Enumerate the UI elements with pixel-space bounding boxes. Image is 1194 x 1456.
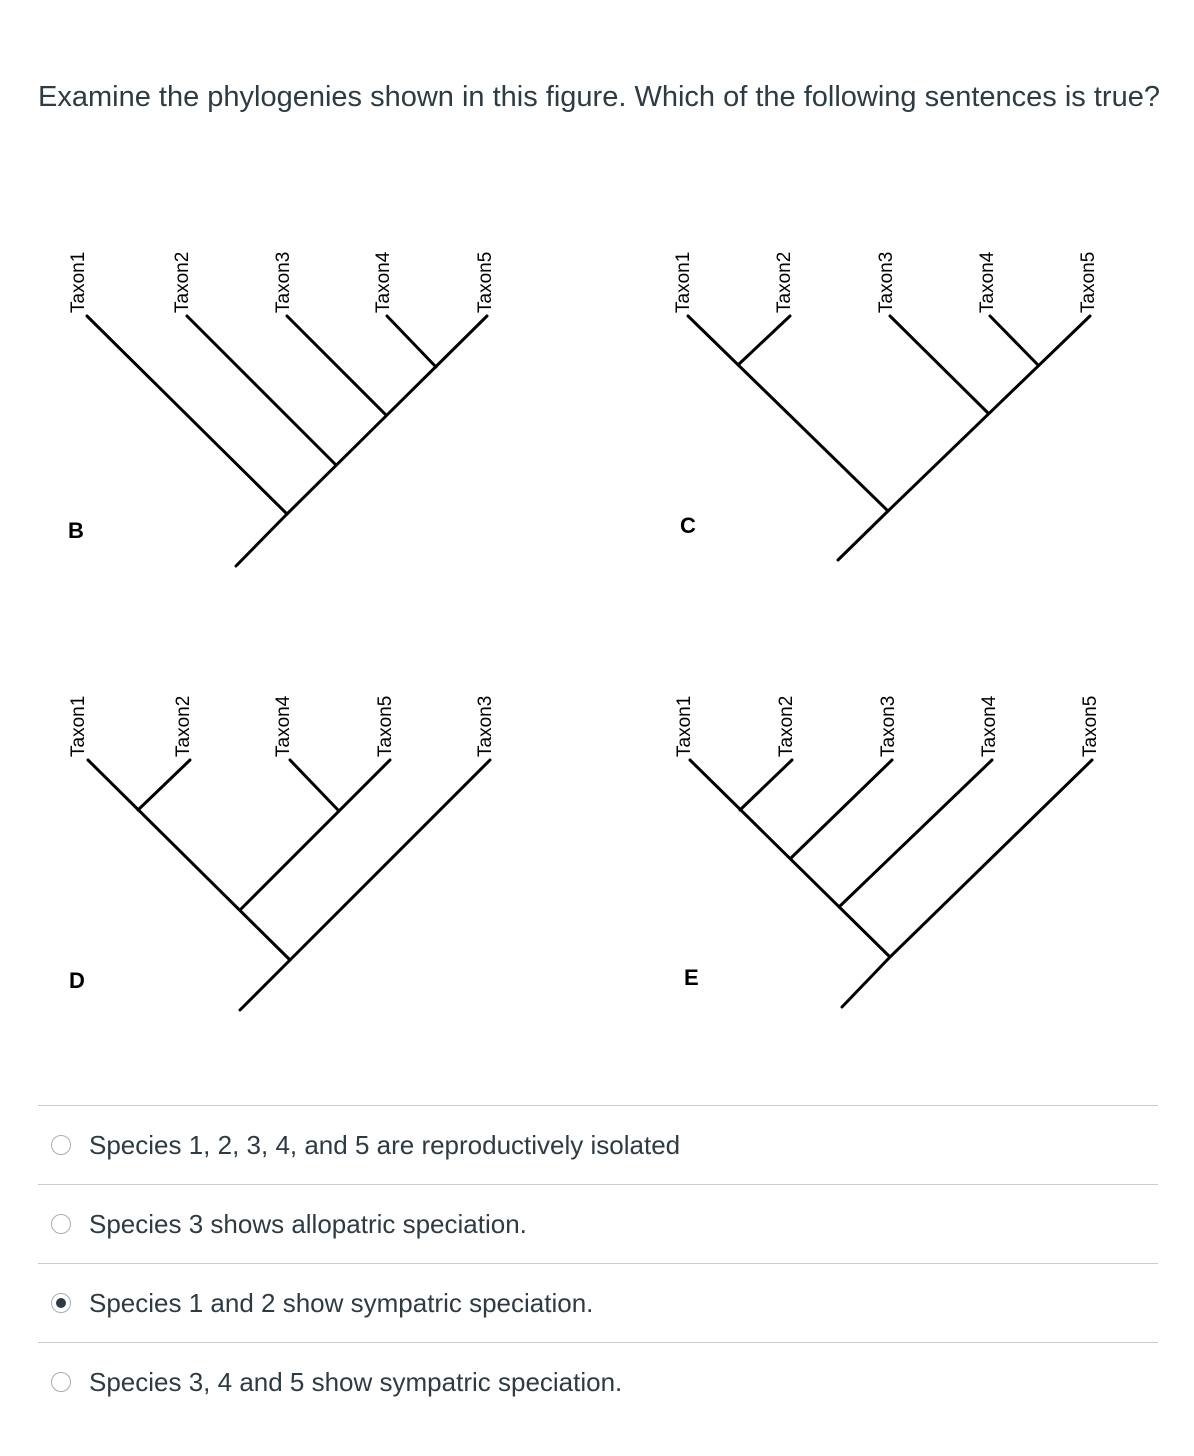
- tree-e-branch-taxon-2: [740, 760, 792, 810]
- tree-e-taxon-5: Taxon5: [1080, 695, 1101, 757]
- answer-option-1[interactable]: [38, 1105, 1158, 1184]
- tree-e-taxon-3: Taxon3: [878, 695, 899, 757]
- tree-b-root: [236, 514, 287, 566]
- tree-c-label: C: [680, 513, 696, 538]
- radio-button[interactable]: [51, 1214, 71, 1234]
- tree-c-taxon-5: Taxon5: [1078, 251, 1099, 313]
- tree-c-taxon-2: Taxon2: [774, 251, 795, 313]
- phylogeny-trees-svg: [0, 195, 1194, 1065]
- tree-c: [673, 251, 1099, 560]
- tree-c-taxon-1: Taxon1: [673, 251, 694, 313]
- tree-c-branch-taxon-1: [688, 316, 888, 511]
- tree-d-taxon-5: Taxon3: [475, 695, 496, 757]
- tree-e-branch-taxon-5: [890, 760, 1092, 957]
- answer-option-2[interactable]: [38, 1184, 1158, 1263]
- tree-e-branch-taxon-3: [791, 760, 892, 858]
- tree-b-branch-taxon-1: [87, 316, 287, 514]
- tree-b-label: B: [68, 518, 84, 543]
- tree-d-branch-taxon-4: [290, 760, 338, 810]
- radio-button[interactable]: [51, 1135, 71, 1155]
- tree-e-root: [842, 957, 890, 1007]
- question-text: Examine the phylogenies shown in this figure. Which of the following sentences is true?: [38, 81, 1160, 113]
- tree-c-root: [838, 511, 888, 560]
- tree-b-branch-taxon-4: [387, 316, 436, 367]
- answer-label: Species 3, 4 and 5 show sympatric speciation.: [89, 1366, 623, 1397]
- tree-c-branch-taxon-4: [990, 316, 1038, 365]
- tree-b-taxon-2: Taxon2: [172, 251, 193, 313]
- tree-d-taxon-4: Taxon5: [375, 695, 396, 757]
- tree-b-taxon-5: Taxon5: [475, 251, 496, 313]
- tree-d-branch-taxon-5: [240, 760, 390, 910]
- tree-c-branch-taxon-2: [738, 316, 790, 365]
- tree-d-taxon-2: Taxon2: [173, 695, 194, 757]
- answer-label: Species 3 shows allopatric speciation.: [89, 1208, 527, 1239]
- tree-e-label: E: [684, 965, 699, 990]
- tree-d-label: D: [69, 968, 85, 993]
- tree-d-branch-taxon-1: [88, 760, 290, 960]
- tree-d: [68, 695, 496, 1010]
- tree-d-taxon-3: Taxon4: [273, 695, 294, 757]
- tree-c-branch-taxon-3: [890, 316, 988, 413]
- answer-label: Species 1 and 2 show sympatric speciation.: [89, 1287, 594, 1318]
- tree-b-taxon-3: Taxon3: [273, 251, 294, 313]
- answer-option-3[interactable]: [38, 1263, 1158, 1342]
- answer-list: [38, 1105, 1158, 1421]
- radio-button[interactable]: [51, 1372, 71, 1392]
- answer-label: Species 1, 2, 3, 4, and 5 are reproductively isolated: [89, 1129, 681, 1160]
- tree-c-taxon-4: Taxon4: [977, 251, 998, 313]
- tree-b: [68, 251, 496, 566]
- tree-b-branch-taxon-3: [287, 316, 386, 415]
- tree-d-root: [240, 960, 290, 1010]
- tree-e-taxon-4: Taxon4: [979, 695, 1000, 757]
- tree-b-taxon-1: Taxon1: [68, 251, 89, 313]
- answer-option-4[interactable]: [38, 1342, 1158, 1421]
- tree-e-taxon-2: Taxon2: [776, 695, 797, 757]
- radio-button[interactable]: [51, 1293, 71, 1313]
- tree-c-taxon-3: Taxon3: [876, 251, 897, 313]
- tree-b-branch-taxon-2: [187, 316, 336, 465]
- radio-dot-icon: [56, 1298, 66, 1308]
- tree-e-taxon-1: Taxon1: [674, 695, 695, 757]
- tree-d-taxon-1: Taxon1: [68, 695, 89, 757]
- tree-e-branch-taxon-4: [840, 760, 992, 906]
- tree-e: [674, 695, 1101, 1007]
- tree-b-taxon-4: Taxon4: [373, 251, 394, 313]
- phylogeny-figure: [0, 195, 1194, 1065]
- tree-d-branch-taxon-2: [138, 760, 190, 810]
